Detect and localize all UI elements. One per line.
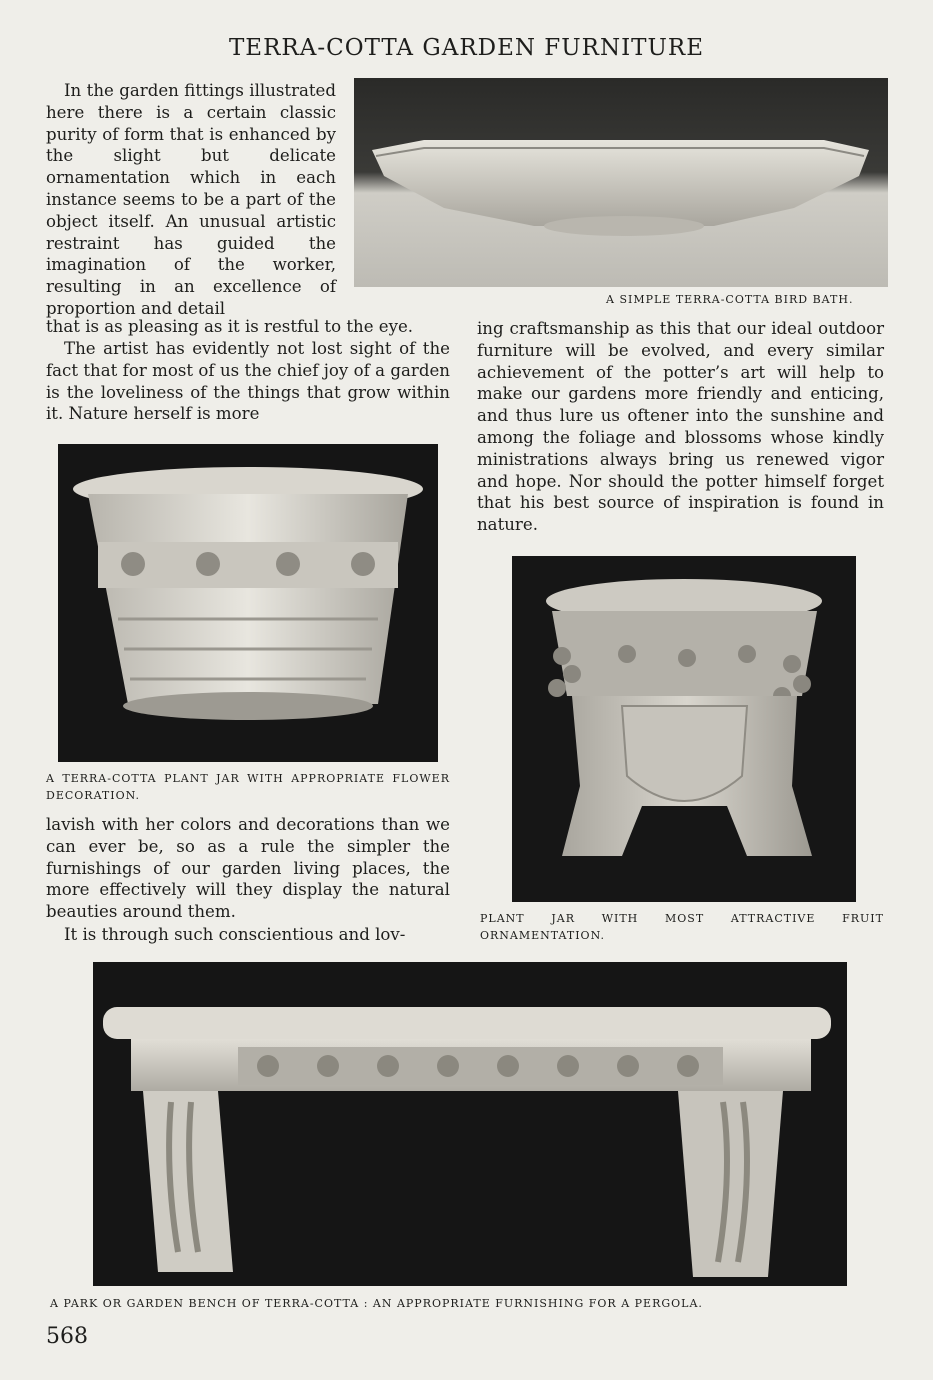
photo-plant-jar-fruit	[512, 556, 856, 902]
paragraph-lavish: lavish with her colors and decorations than we can ever be, so as a rule the simpler the furnishings of our garden living places, the more effectively will they display the natural beauties around them.	[46, 815, 450, 922]
paragraph-conscientious: It is through such conscientious and lov-	[64, 925, 406, 944]
paragraph-craftsmanship: ing craftsmanship as this that our ideal outdoor furniture will be evolved, and every similar achievement of the potter’s art will help to make our gardens more friendly and enticing, and thus lure us oftener into the sunshine and among the foliage and blossoms whose kindly ministrations always bring us renewed vigor and hope. Nor should the potter himself forget that his best source of inspiration is found in nature.	[477, 319, 884, 535]
photo-garden-bench	[93, 962, 847, 1286]
page-title: TERRA-COTTA GARDEN FURNITURE	[228, 35, 705, 62]
caption-plant-jar-fruit: PLANT JAR WITH MOST ATTRACTIVE FRUIT ORNAMENTATION.	[480, 912, 884, 942]
caption-bird-bath: A SIMPLE TERRA-COTTA BIRD BATH.	[606, 293, 854, 306]
paragraph-intro-end: that is as pleasing as it is restful to the eye.	[46, 317, 414, 336]
page-number: 568	[46, 1324, 88, 1349]
photo-plant-jar-flower	[58, 444, 438, 762]
paragraph-nature: The artist has evidently not lost sight of the fact that for most of us the chief joy of a garden is the loveliness of the things that grow within it. Nature herself is more	[46, 339, 450, 424]
caption-plant-jar-flower: A TERRA-COTTA PLANT JAR WITH APPROPRIATE FLOWER DECORATION.	[46, 772, 450, 802]
photo-bird-bath	[354, 78, 888, 287]
caption-garden-bench: A PARK OR GARDEN BENCH OF TERRA-COTTA : AN APPROPRIATE FURNISHING FOR A PERGOLA.	[50, 1297, 703, 1310]
paragraph-intro: In the garden fittings illustrated here there is a certain classic purity of form that is enhanced by the slight but delicate ornamentation which in each instance seems to be a part of the object itself. An unusual artistic restraint has guided the imagination of the worker, resulting in an excellence of proportion and detail	[46, 81, 336, 318]
